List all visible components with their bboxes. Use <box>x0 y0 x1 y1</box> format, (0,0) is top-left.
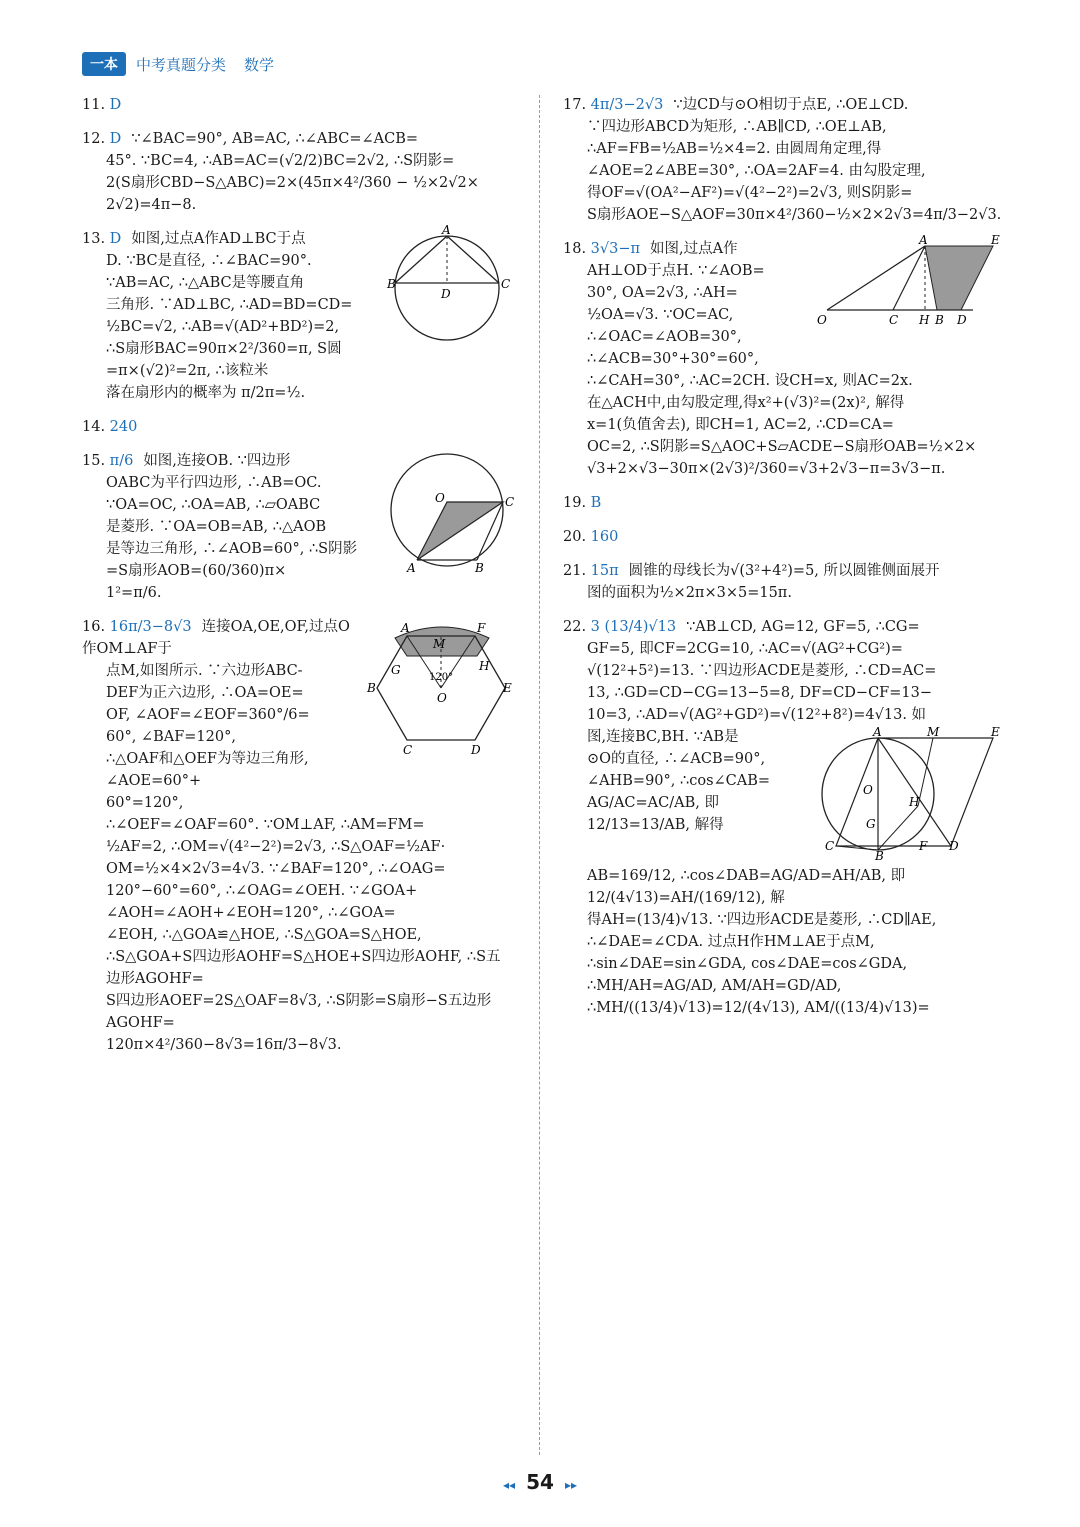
fig16-label: F <box>477 621 486 635</box>
solution-line: 得AH=(13/4)√13. ∵四边形ACDE是菱形, ∴CD∥AE, <box>587 912 937 928</box>
solution-text: 如图,连接OB. ∵四边形 <box>143 453 291 469</box>
solution-line: S扇形AOE−S△AOF=30π×4²/360−½×2×2√3=4π/3−2√3. <box>587 207 1002 223</box>
fig15-label: A <box>407 561 416 575</box>
solution-line: √(12²+5²)=13. ∵四边形ACDE是菱形, ∴CD=AC= <box>587 663 937 679</box>
answer-value: D <box>109 131 122 147</box>
fig16-label: D <box>471 743 481 757</box>
solution-line: ⊙O的直径, ∴∠ACB=90°, <box>587 751 766 767</box>
figure-18 <box>813 233 1003 328</box>
solution-line: 是等边三角形, ∴∠AOB=60°, ∴S阴影=S扇形AOB=(60/360)π× <box>106 541 358 579</box>
answer-value: 16π/3−8√3 <box>109 619 192 635</box>
question-line <box>563 94 1003 116</box>
solution-line: 120π×4²/360−8√3=16π/3−8√3. <box>106 1037 342 1053</box>
question-17 <box>563 94 1003 226</box>
fig22-label: E <box>991 725 1000 739</box>
series-logo: 一本 <box>82 52 126 76</box>
solution-line: ∵OA=OC, ∴OA=AB, ∴▱OABC <box>106 497 321 513</box>
page-header <box>82 52 274 76</box>
solution-line: 120°−60°=60°, ∴∠OAG=∠OEH. ∵∠GOA+ <box>106 883 418 899</box>
fig22-label: F <box>919 839 928 853</box>
question-number: 17. <box>563 97 587 113</box>
fig22-label: D <box>949 839 959 853</box>
solution-line: 10=3, ∴AD=√(AG²+GD²)=√(12²+8²)=4√13. 如 <box>587 707 927 723</box>
fig22-label: B <box>875 849 884 863</box>
question-22 <box>563 616 1003 1019</box>
fig22-label: O <box>863 783 873 797</box>
fig16-label: E <box>503 681 512 695</box>
solution-text: ∵边CD与⊙O相切于点E, ∴OE⊥CD. <box>673 97 909 113</box>
solution-line: OABC为平行四边形, ∴AB=OC. <box>106 475 322 491</box>
figure-13 <box>387 223 512 348</box>
fig22-label: G <box>866 817 876 831</box>
question-line <box>82 128 512 150</box>
solution-line: ∴∠OEF=∠OAF=60°. ∵OM⊥AF, ∴AM=FM= <box>106 817 425 833</box>
question-line <box>82 94 512 116</box>
solution-line: 1²=π/6. <box>106 585 162 601</box>
answer-value: D <box>109 231 122 247</box>
answer-value: 160 <box>590 529 619 545</box>
fig16-label: G <box>391 663 401 677</box>
question-12 <box>82 128 512 216</box>
solution-line: ∴S△GOA+S四边形AOHF=S△HOE+S四边形AOHF, ∴S五边形AGOHF= <box>106 949 501 987</box>
solution-text: 连接OA,OE,OF,过点O作OM⊥AF于 <box>82 619 350 657</box>
solution-line: AH⊥OD于点H. ∵∠AOB= <box>587 263 765 279</box>
question-number: 12. <box>82 131 106 147</box>
solution-line: ∵四边形ABCD为矩形, ∴AB∥CD, ∴OE⊥AB, <box>587 119 887 135</box>
question-line <box>563 492 1003 514</box>
answer-value: B <box>590 495 602 511</box>
question-11 <box>82 94 512 116</box>
question-14 <box>82 416 512 438</box>
solution-line: DEF为正六边形, ∴OA=OE= <box>106 685 304 701</box>
fig13-label: A <box>442 223 451 237</box>
fig16-label: B <box>367 681 376 695</box>
solution-line: ∴sin∠DAE=sin∠GDA, cos∠DAE=cos∠GDA, <box>587 956 908 972</box>
subject-label: 数学 <box>244 55 275 74</box>
question-number: 13. <box>82 231 106 247</box>
figure-22 <box>823 726 1003 861</box>
solution-line: ∴AF=FB=½AB=½×4=2. 由圆周角定理,得 <box>587 141 882 157</box>
solution-line: ∠AOE=2∠ABE=30°, ∴OA=2AF=4. 由勾股定理, <box>587 163 926 179</box>
question-number: 21. <box>563 563 587 579</box>
solution-line: ½AF=2, ∴OM=√(4²−2²)=2√3, ∴S△OAF=½AF· <box>106 839 446 855</box>
solution-line: 得OF=√(OA²−AF²)=√(4²−2²)=2√3, 则S阴影= <box>587 185 913 201</box>
fig13-label: C <box>501 277 511 291</box>
figure-16 <box>367 616 512 756</box>
fig16-label: H <box>479 659 490 673</box>
solution-line: ∴△OAF和△OEF为等边三角形, ∠AOE=60°+ <box>106 751 309 789</box>
question-18 <box>563 233 1003 480</box>
solution-line: 三角形. ∵AD⊥BC, ∴AD=BD=CD= <box>106 297 353 313</box>
question-number: 22. <box>563 619 587 635</box>
next-arrows-icon: ▸▸ <box>565 1478 578 1492</box>
fig16-angle: 120° <box>429 672 454 683</box>
fig13-label: B <box>387 277 396 291</box>
question-number: 11. <box>82 97 106 113</box>
question-number: 18. <box>563 241 587 257</box>
fig15-label: B <box>475 561 484 575</box>
question-16 <box>82 616 512 1056</box>
solution-line: 落在扇形内的概率为 π/2π=½. <box>106 385 306 401</box>
question-line <box>563 616 1003 638</box>
answer-value: 3√3−π <box>590 241 641 257</box>
answer-value: 15π <box>590 563 619 579</box>
fig22-label: M <box>927 725 940 739</box>
page-footer <box>0 1470 1080 1494</box>
book-title: 中考真题分类 <box>136 55 227 74</box>
solution-line: OM=½×4×2√3=4√3. ∵∠BAF=120°, ∴∠OAG= <box>106 861 446 877</box>
solution-text: 如图,过点A作 <box>650 241 738 257</box>
solution-line: 图的面积为½×2π×3×5=15π. <box>587 585 792 601</box>
column-divider <box>539 95 540 1455</box>
solution-line: 是菱形. ∵OA=OB=AB, ∴△AOB <box>106 519 327 535</box>
question-number: 19. <box>563 495 587 511</box>
fig18-label: D <box>957 313 967 327</box>
solution-line: 图,连接BC,BH. ∵AB是 <box>587 729 739 745</box>
figure-15 <box>387 450 515 575</box>
answer-value: 3 (13/4)√13 <box>590 619 677 635</box>
question-number: 16. <box>82 619 106 635</box>
solution-line: ∵AB=AC, ∴△ABC是等腰直角 <box>106 275 305 291</box>
question-20 <box>563 526 1003 548</box>
prev-arrows-icon: ◂◂ <box>502 1478 515 1492</box>
question-line <box>563 526 1003 548</box>
solution-text: ∵∠BAC=90°, AB=AC, ∴∠ABC=∠ACB= <box>131 131 419 147</box>
solution-line: 60°=120°, <box>106 795 184 811</box>
solution-text: 如图,过点A作AD⊥BC于点 <box>131 231 306 247</box>
solution-text: ∵AB⊥CD, AG=12, GF=5, ∴CG= <box>686 619 920 635</box>
solution-line: ½OA=√3. ∵OC=AC, <box>587 307 734 323</box>
answer-value: 240 <box>109 419 138 435</box>
solution-line: ∠EOH, ∴△GOA≌△HOE, ∴S△GOA=S△HOE, <box>106 927 422 943</box>
solution-line: AB=169/12, ∴cos∠DAB=AG/AD=AH/AB, 即 12/(4√13)=AH/(169/12), 解 <box>587 868 906 906</box>
fig22-label: C <box>825 839 835 853</box>
solution-line: S四边形AOEF=2S△OAF=8√3, ∴S阴影=S扇形−S五边形AGOHF= <box>106 993 492 1031</box>
answer-value: π/6 <box>109 453 134 469</box>
solution-line: AG/AC=AC/AB, 即 12/13=13/AB, 解得 <box>587 795 724 833</box>
fig18-label: H <box>919 313 930 327</box>
page-number: 54 <box>526 1470 554 1494</box>
solution-line: 60°, ∠BAF=120°, <box>106 729 236 745</box>
solution-line: ∴S扇形BAC=90π×2²/360=π, S圆=π×(√2)²=2π, ∴该粒米 <box>106 341 342 379</box>
solution-line: GF=5, 即CF=2CG=10, ∴AC=√(AG²+CG²)= <box>587 641 903 657</box>
question-line <box>563 560 1003 582</box>
fig16-label: C <box>403 743 413 757</box>
solution-line: OC=2, ∴S阴影=S△AOC+S▱ACDE−S扇形OAB=½×2× <box>587 439 977 455</box>
solution-line: ∴∠OAC=∠AOB=30°, ∴∠ACB=30°+30°=60°, <box>587 329 759 367</box>
solution-line: ∴∠DAE=∠CDA. 过点H作HM⊥AE于点M, <box>587 934 875 950</box>
fig16-label: M <box>433 637 446 651</box>
question-number: 20. <box>563 529 587 545</box>
question-number: 14. <box>82 419 106 435</box>
solution-text: 圆锥的母线长为√(3²+4²)=5, 所以圆锥侧面展开 <box>628 563 940 579</box>
fig22-label: H <box>909 795 920 809</box>
fig16-label: A <box>401 621 410 635</box>
solution-line: ∠AHB=90°, ∴cos∠CAB= <box>587 773 771 789</box>
answer-value: 4π/3−2√3 <box>590 97 664 113</box>
fig18-label: C <box>889 313 899 327</box>
fig18-label: A <box>919 233 928 247</box>
question-15 <box>82 450 515 604</box>
fig15-label: O <box>435 491 445 505</box>
solution-line: ∴∠CAH=30°, ∴AC=2CH. 设CH=x, 则AC=2x. <box>587 373 913 389</box>
question-21 <box>563 560 1003 604</box>
fig18-label: B <box>935 313 944 327</box>
solution-line: D. ∵BC是直径, ∴∠BAC=90°. <box>106 253 312 269</box>
fig16-label: O <box>437 691 447 705</box>
solution-line: √3+2×√3−30π×(2√3)²/360=√3+2√3−π=3√3−π. <box>587 461 946 477</box>
question-13 <box>82 223 512 404</box>
solution-line: 2(S扇形CBD−S△ABC)=2×(45π×4²/360 − ½×2√2× <box>106 175 479 191</box>
right-column <box>563 94 1003 1031</box>
solution-line: ½BC=√2, ∴AB=√(AD²+BD²)=2, <box>106 319 340 335</box>
solution-line: ∠AOH=∠AOH+∠EOH=120°, ∴∠GOA= <box>106 905 396 921</box>
solution-line: 在△ACH中,由勾股定理,得x²+(√3)²=(2x)², 解得 <box>587 395 905 411</box>
fig18-label: E <box>991 233 1000 247</box>
solution-line: x=1(负值舍去), 即CH=1, AC=2, ∴CD=CA= <box>587 417 894 433</box>
fig22-label: A <box>873 725 882 739</box>
fig13-label: D <box>441 287 451 301</box>
question-line <box>82 416 512 438</box>
solution-line: 2√2)=4π−8. <box>106 197 197 213</box>
fig18-label: O <box>817 313 827 327</box>
fig15-label: C <box>505 495 515 509</box>
solution-line: ∴MH/AH=AG/AD, AM/AH=GD/AD, ∴MH/((13/4)√13)=12/(4√13), AM/((13/4)√13)= <box>587 978 930 1016</box>
solution-line: 30°, OA=2√3, ∴AH= <box>587 285 738 301</box>
solution-line: 45°. ∵BC=4, ∴AB=AC=(√2/2)BC=2√2, ∴S阴影= <box>106 153 455 169</box>
solution-line: OF, ∠AOF=∠EOF=360°/6= <box>106 707 310 723</box>
left-column <box>82 94 515 1068</box>
question-number: 15. <box>82 453 106 469</box>
answer-value: D <box>109 97 122 113</box>
solution-line: 13, ∴GD=CD−CG=13−5=8, DF=CD−CF=13− <box>587 685 932 701</box>
solution-line: 点M,如图所示. ∵六边形ABC- <box>106 663 303 679</box>
question-19 <box>563 492 1003 514</box>
